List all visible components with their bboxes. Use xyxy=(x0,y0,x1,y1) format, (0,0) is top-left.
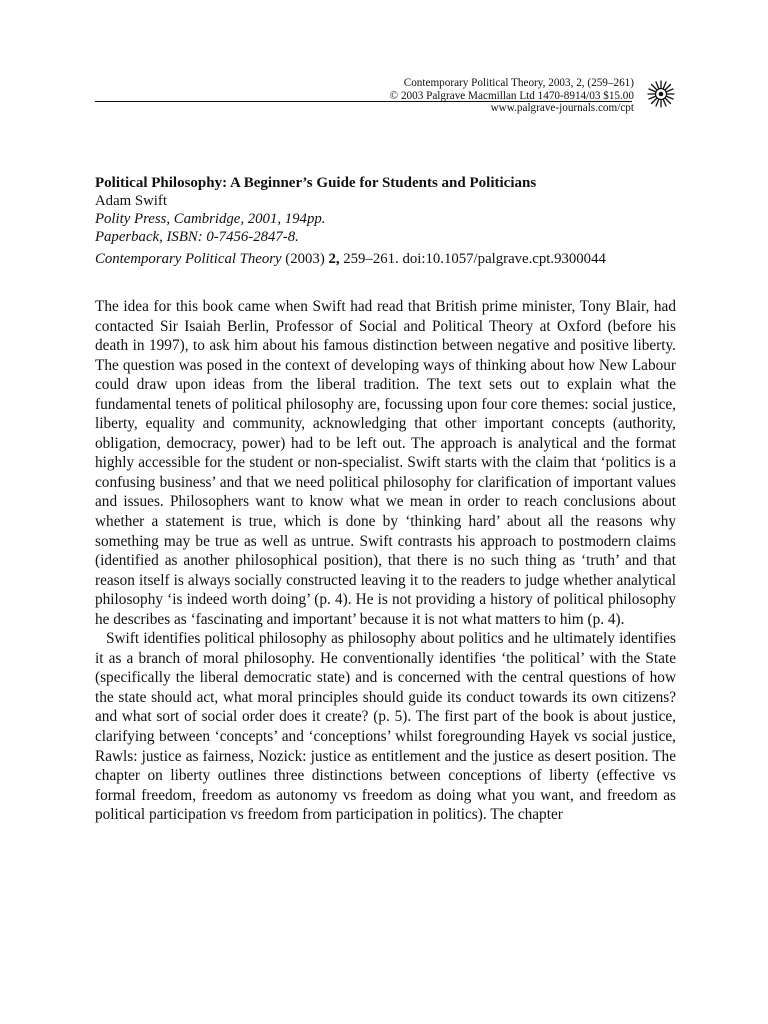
journal-header-text xyxy=(390,77,634,115)
palgrave-star-logo-icon xyxy=(647,80,675,108)
book-bibliography xyxy=(95,174,695,246)
journal-header xyxy=(0,77,768,121)
body-paragraph: Swift identifies political philosophy as philosophy about politics and he ultimately identifies it as a branch of moral philosophy. He conventionally identifies ‘the political’ with the State (specifically the liberal democratic state) and is concerned with the central questions of how the state should act, what moral principles should guide its conduct towards its own citizens? and what sort of social order does it create? (p. 5). The first part of the book is about justice, clarifying between ‘concepts’ and ‘conceptions’ whilst foregrounding Hayek vs social justice, Rawls: justice as fairness, Nozick: justice as entitlement and the justice as desert position. The chapter on liberty outlines three distinctions between conceptions of liberty (effective vs formal freedom, freedom as autonomy vs freedom as doing what you want, and freedom as political participation vs freedom from participation in politics). The chapter xyxy=(95,630,676,824)
book-edition: Paperback, ISBN: 0-7456-2847-8. xyxy=(95,229,299,245)
book-author: Adam Swift xyxy=(95,193,167,209)
journal-url-line: www.palgrave-journals.com/cpt xyxy=(490,102,634,114)
body-paragraph: The idea for this book came when Swift had read that British prime minister, Tony Blair, had contacted Sir Isaiah Berlin, Professor of Social and Political Theory at Oxford (before his death in 1997), to ask him about his famous distinction between negative and positive liberty. The question was posed in the context of developing ways of thinking about how New Labour could draw upon ideas from the liberal tradition. The text sets out to explain what the fundamental tenets of political philosophy are, focussing upon four core themes: social justice, liberty, equality and community, acknowledging that other important concepts (authority, obligation, democracy, power) had to be left out. The approach is analytical and the format highly accessible for the student or non-specialist. Swift starts with the claim that ‘politics is a confusing business’ and that we need political philosophy for clarification of important values and issues. Philosophers want to know what we mean in order to reach conclusions about whether a statement is true, which is done by ‘thinking hard’ about all the reasons why something may be true as well as untrue. Swift contrasts his approach to postmodern claims (identified as another philosophical position), that there is no such thing as ‘truth’ and that reason itself is always socially constructed leaving it to the readers to judge whether analytical philosophy ‘is indeed worth doing’ (p. 4). He is not providing a history of political philosophy he describes as ‘fascinating and important’ because it is not what matters to him (p. 4). xyxy=(95,298,676,628)
book-publisher: Polity Press, Cambridge, 2001, 194pp. xyxy=(95,211,326,227)
citation-pages-doi: 259–261. doi:10.1057/palgrave.cpt.9300044 xyxy=(339,251,606,267)
citation-year: (2003) xyxy=(281,251,329,267)
review-body xyxy=(95,297,676,825)
citation-journal: Contemporary Political Theory xyxy=(95,251,282,267)
copyright-line: © 2003 Palgrave Macmillan Ltd 1470-8914/03 $15.00 xyxy=(389,89,634,102)
book-title: Political Philosophy: A Beginner’s Guide for Students and Politicians xyxy=(95,175,537,191)
journal-citation-line: Contemporary Political Theory, 2003, 2, (259–261) xyxy=(403,77,634,89)
header-divider xyxy=(95,101,632,102)
citation-volume: 2, xyxy=(328,251,340,267)
article-citation xyxy=(95,250,606,268)
